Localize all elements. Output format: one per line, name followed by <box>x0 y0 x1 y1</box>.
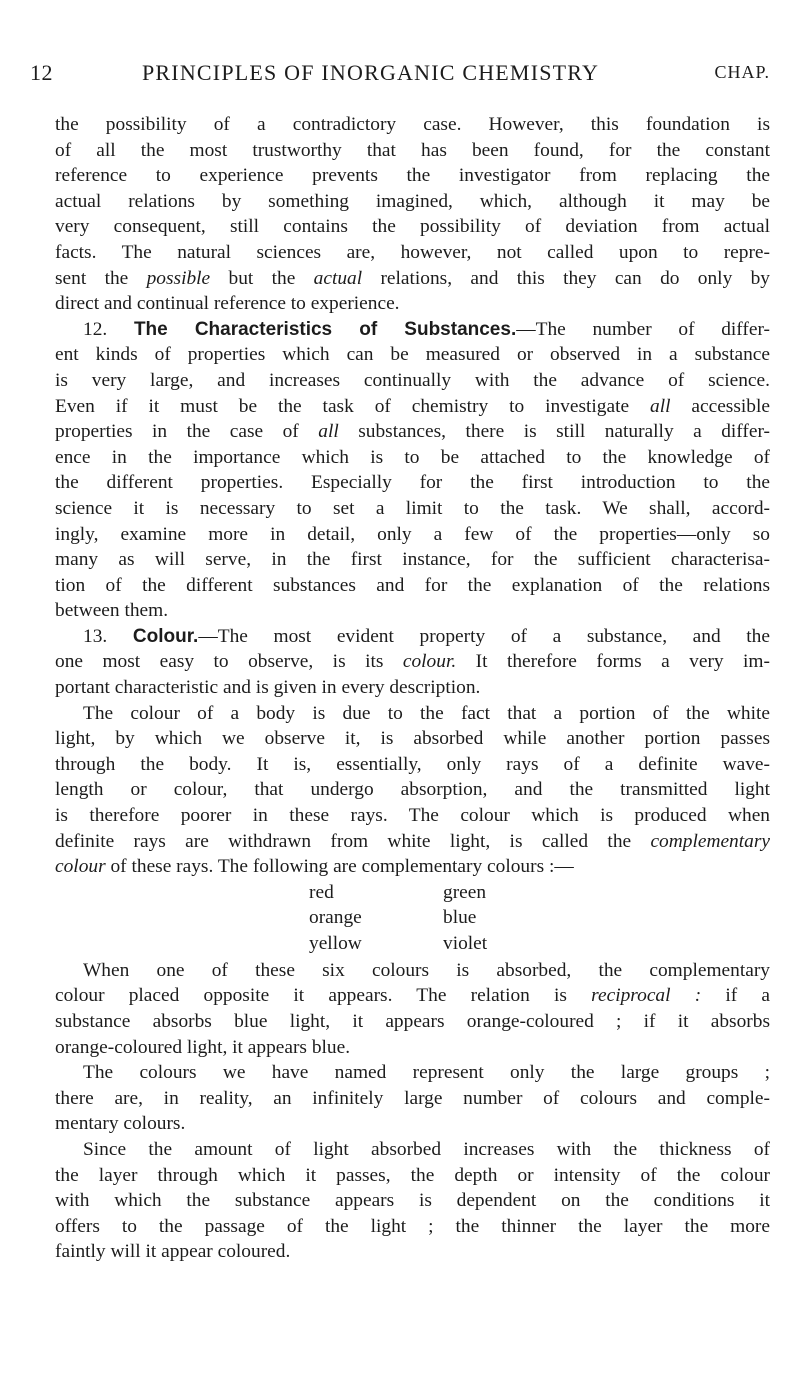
emphasis: all <box>318 421 339 443</box>
text-line: of all the most trustworthy that has been found, for the constant <box>55 139 770 161</box>
page-number: 12 <box>30 60 53 85</box>
emphasis: colour. <box>402 651 457 673</box>
text-line: through the body. It is, essentially, only rays of a definite wave- <box>55 753 770 775</box>
text-line: substance absorbs blue light, it appears orange-coloured ; if it absorbs <box>55 1011 770 1032</box>
paragraph-groups <box>55 1060 770 1137</box>
text-line: is therefore poorer in these rays. The colour which is produced when <box>55 805 770 827</box>
colour-item: blue <box>443 907 477 929</box>
running-title: PRINCIPLES OF INORGANIC CHEMISTRY <box>142 60 600 85</box>
section-title: The Characteristics of Substances. <box>133 318 517 340</box>
emphasis: reciprocal : <box>591 985 702 1007</box>
text-line: colour placed opposite it appears. The relation is reciprocal : if a <box>55 985 770 1007</box>
text-line: very consequent, still contains the possibility of deviation from actual <box>55 216 770 238</box>
section-12 <box>55 317 770 624</box>
paragraph-thickness <box>55 1137 770 1265</box>
text-line: Even if it must be the task of chemistry to investigate all accessible <box>55 395 770 417</box>
section-13 <box>55 624 770 701</box>
text-line: direct and continual reference to experience. <box>55 293 400 315</box>
text-line: length or colour, that undergo absorption, and the transmitted light <box>55 779 770 801</box>
text-line: the possibility of a contradictory case. However, this foundation is <box>55 114 770 135</box>
text-line: facts. The natural sciences are, however, not called upon to repre- <box>55 241 770 263</box>
emphasis: all <box>650 395 671 417</box>
section-heading-line: 12. The Characteristics of Substances.—The number of differ- <box>83 318 770 340</box>
text-line: sent the possible but the actual relations, and this they can do only by <box>55 267 770 289</box>
text-line: light, by which we observe it, is absorbed while another portion passes <box>55 728 770 750</box>
section-number: 12. <box>83 318 108 340</box>
text-line: is very large, and increases continually with the advance of science. <box>55 369 770 391</box>
page-header <box>30 60 770 90</box>
paragraph-six-colours <box>55 958 770 1060</box>
text-line: reference to experience prevents the investigator from replacing the <box>55 165 770 187</box>
text-line: colour of these rays. The following are complementary colours :— <box>55 856 574 878</box>
text-line: there are, in reality, an infinitely large number of colours and comple- <box>55 1087 770 1109</box>
text-line: ence in the importance which is to be attached to the knowledge of <box>55 446 770 468</box>
text-line: ent kinds of properties which can be measured or observed in a substance <box>55 344 770 366</box>
colour-item: yellow <box>309 933 362 954</box>
text-line: The colour of a body is due to the fact that a portion of the white <box>83 702 770 724</box>
text-line: between them. <box>55 600 169 622</box>
colour-item: violet <box>443 933 488 954</box>
text-line: science it is necessary to set a limit to the task. We shall, accord- <box>55 497 770 519</box>
chapter-label: CHAP. <box>714 62 770 82</box>
colour-item: red <box>309 881 334 903</box>
text-line: tion of the different substances and for the explanation of the relations <box>55 574 770 596</box>
paragraph-colour <box>55 701 770 880</box>
text-line: the layer through which it passes, the depth or intensity of the colour <box>55 1164 770 1186</box>
colour-item: green <box>443 881 487 903</box>
text-line: one most easy to observe, is its colour. It therefore forms a very im- <box>55 651 770 673</box>
text-line: actual relations by something imagined, which, although it may be <box>55 190 770 212</box>
text-line: properties in the case of all substances, there is still naturally a differ- <box>55 421 770 443</box>
emphasis: actual <box>313 267 363 289</box>
section-title: Colour. <box>132 625 199 647</box>
section-number: 13. <box>83 625 108 647</box>
text-line: The colours we have named represent only the large groups ; <box>83 1062 770 1084</box>
text-line: mentary colours. <box>55 1113 186 1135</box>
emphasis: colour <box>55 856 106 878</box>
text-line: Since the amount of light absorbed increases with the thickness of <box>83 1138 770 1160</box>
colour-item: orange <box>309 907 362 929</box>
emphasis: possible <box>146 267 211 289</box>
colour-column-left <box>309 880 362 957</box>
complementary-colours-list <box>55 880 770 958</box>
emphasis: complementary <box>650 830 770 852</box>
text-line: with which the substance appears is dependent on the conditions it <box>55 1190 770 1212</box>
text-line: offers to the passage of the light ; the thinner the layer the more <box>55 1215 770 1237</box>
section-heading-line: 13. Colour.—The most evident property of a substance, and the <box>83 625 770 647</box>
text-line: orange-coloured light, it appears blue. <box>55 1036 351 1058</box>
paragraph-foundation <box>55 112 770 317</box>
text-line: When one of these six colours is absorbed, the complementary <box>83 959 770 981</box>
text-line: faintly will it appear coloured. <box>55 1241 291 1263</box>
text-line: definite rays are withdrawn from white light, is called the complementary <box>55 830 770 852</box>
text-line: many as will serve, in the first instance, for the sufficient characterisa- <box>55 549 770 571</box>
text-line: ingly, examine more in detail, only a few of the properties—only so <box>55 523 770 545</box>
text-line: the different properties. Especially for the first introduction to the <box>55 472 770 494</box>
text-line: portant characteristic and is given in every description. <box>55 677 481 699</box>
colour-column-right <box>443 880 487 957</box>
body-text <box>55 112 770 1265</box>
